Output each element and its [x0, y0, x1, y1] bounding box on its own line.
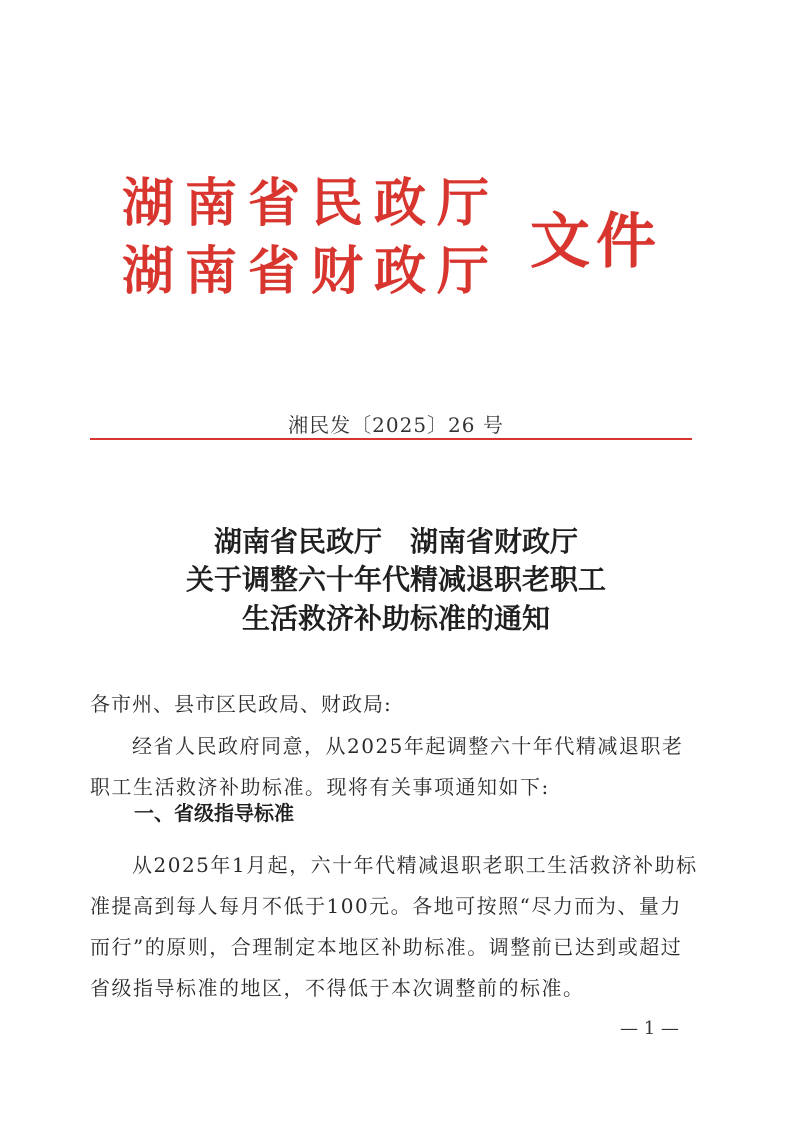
document-number: 湘民发〔2025〕26 号: [288, 413, 504, 437]
paragraph-intro: 经省人民政府同意，从2025年起调整六十年代精减退职老职工生活救济补助标准。现将有关事项通知如下:: [90, 734, 684, 799]
red-divider: [90, 438, 692, 440]
section-heading-1: 一、省级指导标准: [134, 801, 294, 825]
masthead-suffix: 文件: [530, 207, 662, 277]
title-line-2: 关于调整六十年代精减退职老职工: [185, 563, 606, 596]
title-line-1: 湖南省民政厅 湖南省财政厅: [213, 525, 578, 558]
title-line-3: 生活救济补助标准的通知: [241, 602, 550, 635]
masthead-issuer-civil-affairs: 湖南省民政厅: [122, 173, 501, 234]
salutation: 各市州、县市区民政局、财政局:: [90, 692, 392, 716]
page-number: — 1 —: [620, 1018, 679, 1039]
paragraph-standard: 从2025年1月起，六十年代精减退职老职工生活救济补助标准提高到每人每月不低于100元。各地可按照“尽力而为、量力而行”的原则，合理制定本地区补助标准。调整前已达到或超过省级指导标准的地区，不得低于本次调整前的标准。: [90, 853, 698, 1000]
masthead-issuer-finance: 湖南省财政厅: [122, 241, 501, 302]
